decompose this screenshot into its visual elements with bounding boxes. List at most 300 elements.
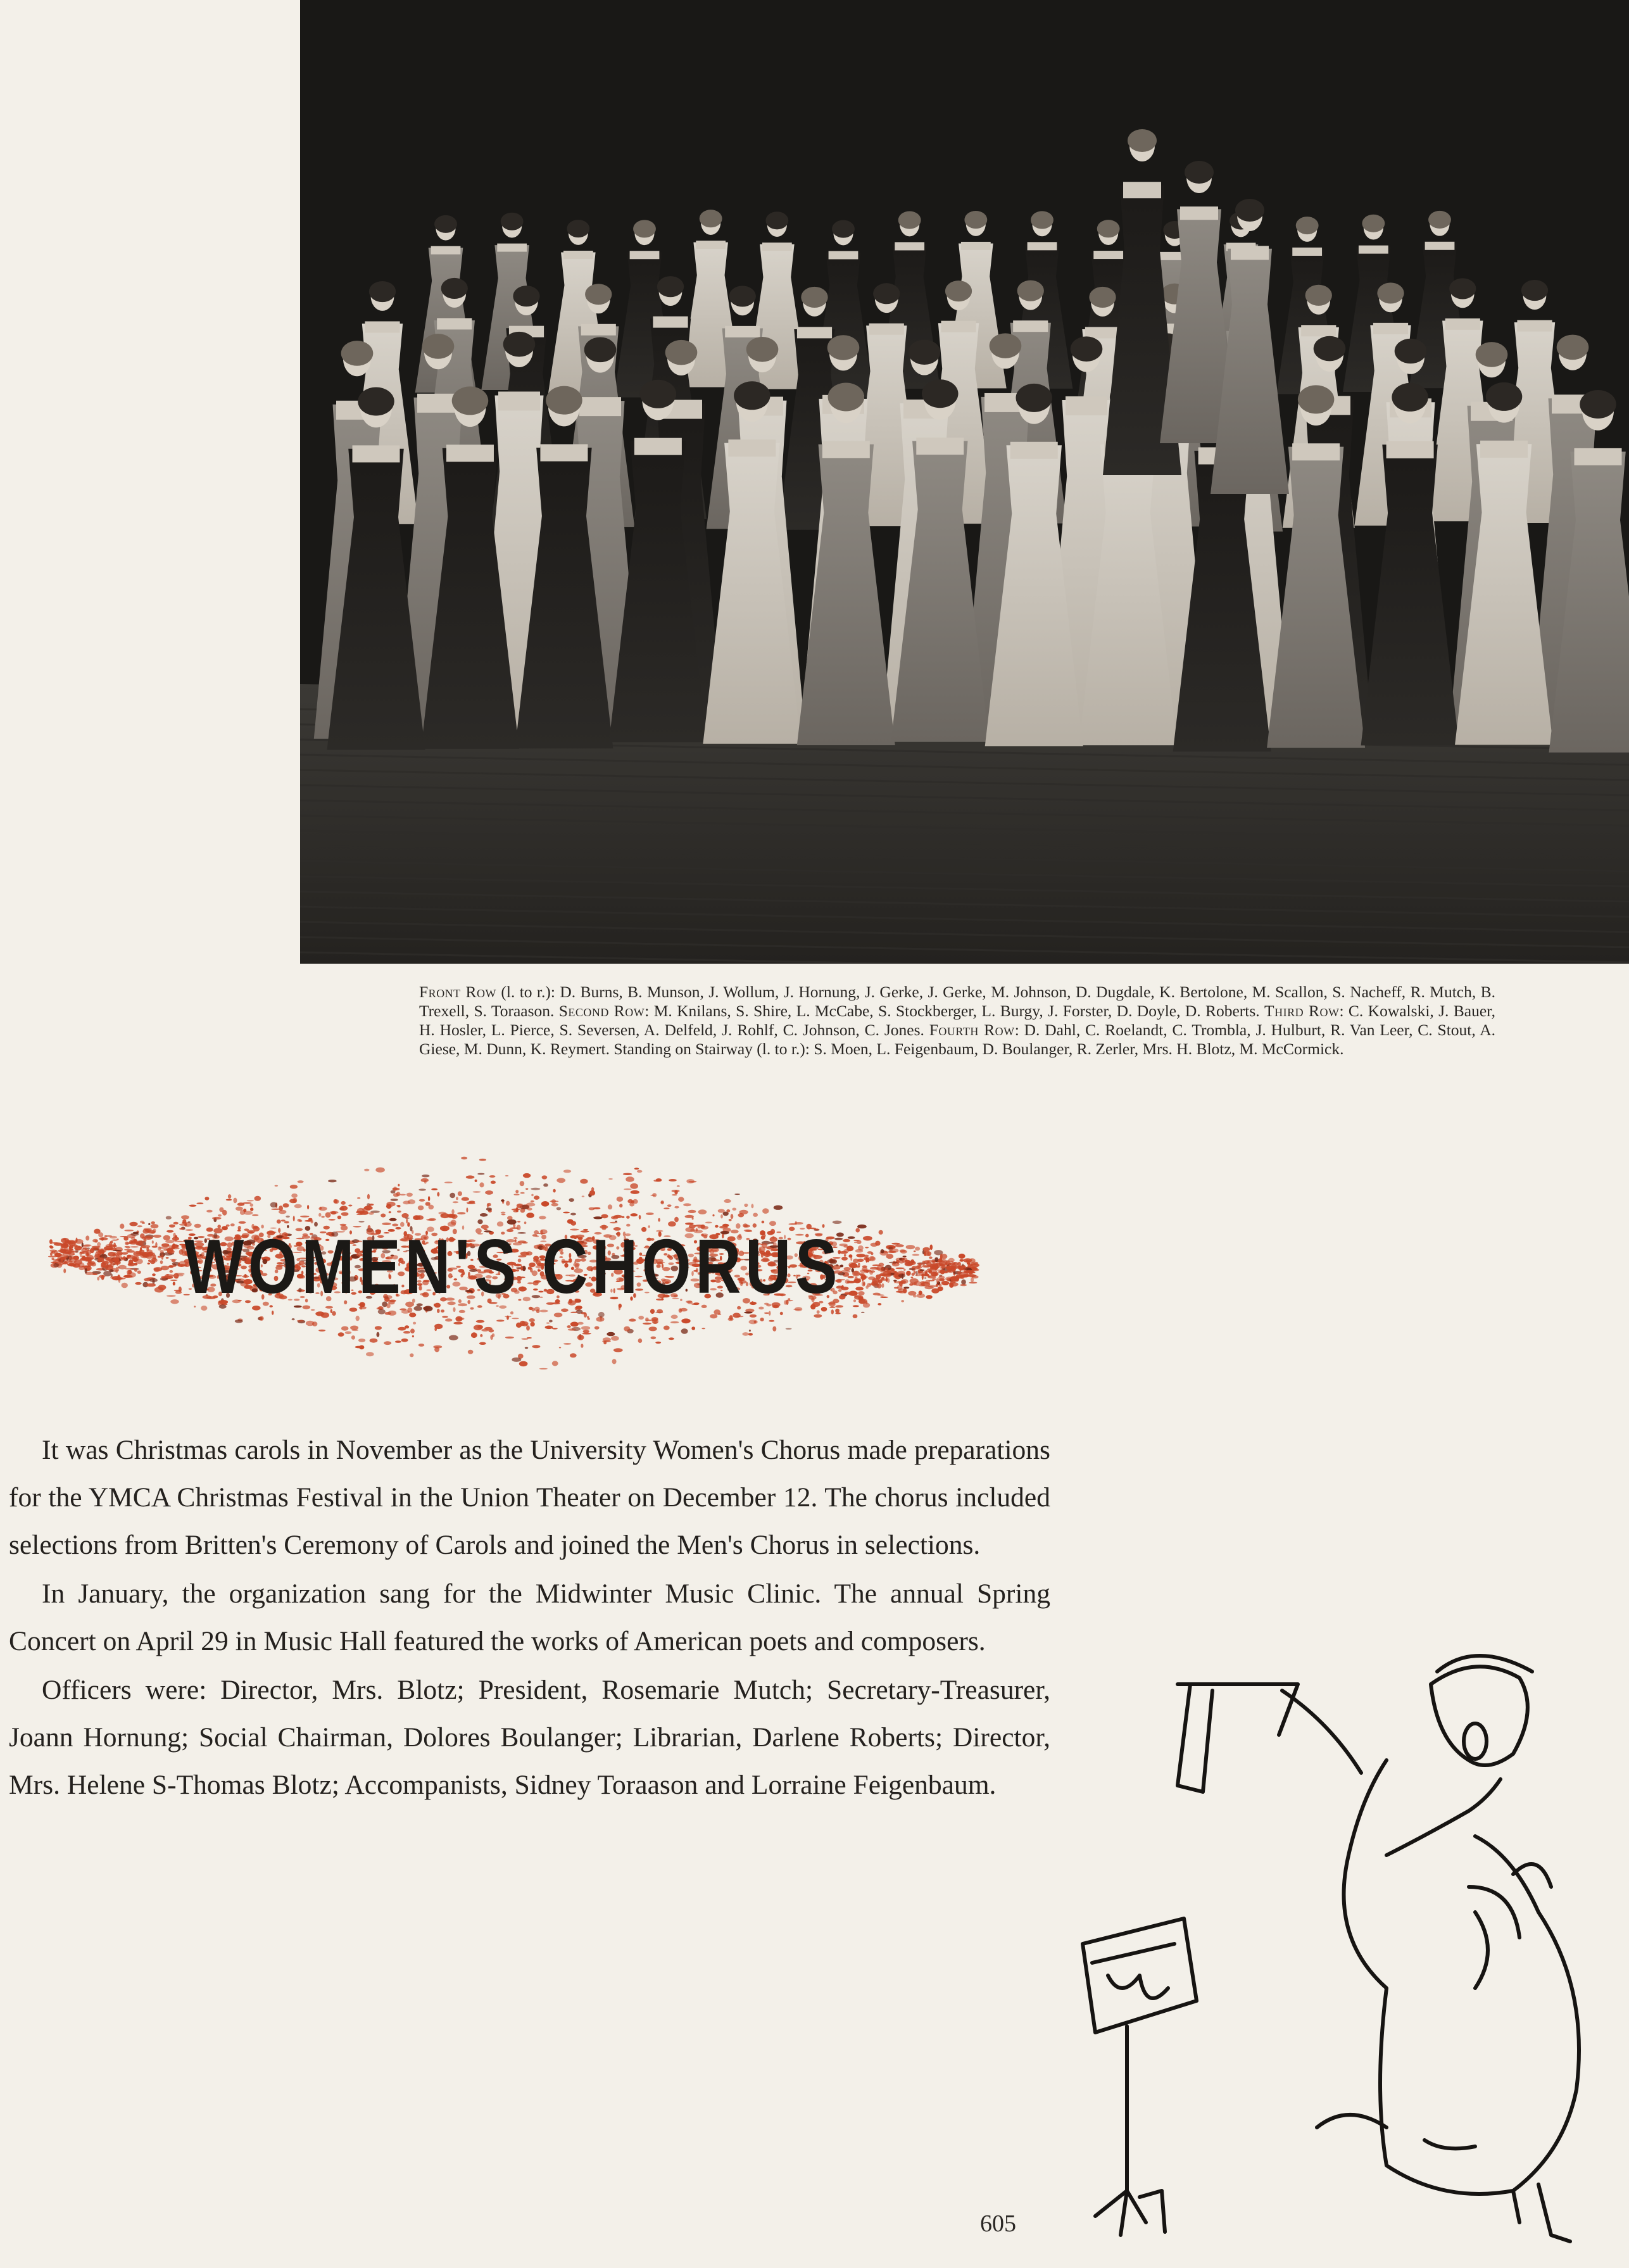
splatter-dot: [584, 1313, 587, 1318]
splatter-dot: [780, 1312, 783, 1315]
splatter-dot: [750, 1314, 757, 1318]
splatter-dot: [410, 1328, 415, 1333]
splatter-dot: [329, 1211, 338, 1214]
splatter-dot: [934, 1257, 938, 1262]
splatter-dot: [367, 1205, 371, 1206]
splatter-dot: [189, 1205, 196, 1207]
splatter-dot: [583, 1330, 589, 1333]
splatter-dot: [582, 1195, 584, 1197]
splatter-dot: [424, 1180, 427, 1184]
splatter-dot: [516, 1323, 522, 1328]
splatter-dot: [255, 1196, 261, 1201]
splatter-dot: [270, 1202, 277, 1208]
splatter-dot: [377, 1332, 380, 1337]
splatter-dot: [631, 1190, 639, 1194]
splatter-dot: [912, 1283, 917, 1286]
splatter-dot: [930, 1244, 933, 1250]
splatter-dot: [938, 1287, 943, 1292]
splatter-dot: [962, 1255, 964, 1258]
splatter-dot: [607, 1332, 615, 1337]
splatter-dot: [235, 1320, 243, 1323]
splatter-dot: [489, 1329, 494, 1333]
splatter-dot: [517, 1204, 522, 1209]
splatter-dot: [428, 1196, 430, 1201]
splatter-dot: [364, 1169, 369, 1171]
splatter-dot: [623, 1173, 632, 1175]
splatter-dot: [749, 1330, 751, 1332]
splatter-dot: [754, 1321, 757, 1323]
caption-second-row-label: Second Row: [558, 1002, 645, 1020]
splatter-dot: [726, 1209, 730, 1213]
caption-fourth-row-names: : D. Dahl, C. Roelandt, C. Trombla, J. Hulburt, R. Van Leer, C. Stout, A. Giese, M. Dunn, K. Reymert. Standing on Stairway (l. to r.): S. Moen, L. Feigenbaum, D. Boulanger, R. Zerler, Mrs. H. Blotz, M. McCormick.: [419, 1021, 1495, 1058]
splatter-dot: [252, 1214, 258, 1216]
splatter-dot: [362, 1207, 370, 1211]
splatter-dot: [111, 1239, 117, 1241]
splatter-dot: [971, 1262, 979, 1265]
splatter-dot: [422, 1175, 429, 1177]
splatter-dot: [674, 1190, 677, 1195]
splatter-dot: [275, 1185, 279, 1187]
splatter-dot: [297, 1320, 304, 1322]
splatter-dot: [563, 1169, 571, 1173]
splatter-dot: [674, 1206, 679, 1209]
splatter-dot: [960, 1284, 967, 1286]
splatter-dot: [429, 1205, 434, 1210]
splatter-dot: [320, 1207, 322, 1210]
splatter-dot: [506, 1201, 510, 1206]
splatter-dot: [772, 1326, 776, 1332]
splatter-dot: [582, 1333, 591, 1335]
splatter-dot: [961, 1280, 966, 1285]
splatter-dot: [589, 1207, 595, 1211]
splatter-dot: [99, 1275, 106, 1278]
splatter-dot: [512, 1209, 520, 1211]
splatter-dot: [461, 1157, 467, 1160]
splatter-dot: [552, 1361, 558, 1366]
splatter-dot: [570, 1312, 577, 1313]
splatter-dot: [385, 1312, 391, 1315]
splatter-dot: [927, 1252, 929, 1256]
splatter-dot: [946, 1260, 950, 1263]
splatter-dot: [486, 1207, 492, 1211]
splatter-dot: [375, 1326, 382, 1330]
splatter-dot: [401, 1339, 408, 1342]
splatter-dot: [915, 1275, 921, 1276]
splatter-dot: [64, 1261, 67, 1264]
splatter-dot: [550, 1200, 558, 1202]
splatter-dot: [445, 1318, 452, 1321]
splatter-dot: [553, 1189, 555, 1193]
splatter-dot: [557, 1178, 565, 1183]
splatter-dot: [631, 1200, 634, 1204]
splatter-dot: [290, 1185, 298, 1188]
splatter-dot: [57, 1254, 65, 1256]
splatter-dot: [492, 1333, 495, 1337]
splatter-dot: [444, 1181, 453, 1183]
splatter-dot: [63, 1248, 69, 1251]
splatter-dot: [674, 1217, 679, 1223]
splatter-dot: [441, 1213, 450, 1218]
splatter-dot: [962, 1264, 964, 1266]
splatter-dot: [109, 1242, 112, 1247]
splatter-dot: [334, 1199, 338, 1204]
splatter-dot: [733, 1313, 741, 1318]
splatter-dot: [507, 1216, 513, 1219]
splatter-dot: [332, 1311, 336, 1316]
splatter-dot: [914, 1271, 916, 1274]
splatter-dot: [732, 1208, 736, 1211]
splatter-dot: [646, 1213, 654, 1215]
splatter-dot: [358, 1339, 365, 1342]
splatter-dot: [534, 1195, 539, 1200]
splatter-dot: [52, 1242, 59, 1244]
splatter-dot: [286, 1216, 290, 1218]
splatter-dot: [491, 1181, 496, 1184]
splatter-dot: [476, 1320, 485, 1323]
splatter-dot: [603, 1337, 611, 1341]
paragraph: It was Christmas carols in November as the University Women's Chorus made preparations for the YMCA Christmas Festival in the Union Theater on December 12. The chorus included selections from Britten's Ceremony of Carols and joined the Men's Chorus in selections.: [9, 1435, 1050, 1560]
splatter-dot: [922, 1250, 924, 1254]
splatter-dot: [85, 1235, 89, 1240]
splatter-dot: [786, 1328, 792, 1329]
splatter-dot: [645, 1318, 649, 1321]
splatter-dot: [240, 1210, 245, 1215]
section-heading: [38, 1143, 988, 1383]
splatter-dot: [116, 1276, 122, 1281]
splatter-dot: [929, 1256, 933, 1259]
splatter-dot: [455, 1316, 462, 1322]
splatter-dot: [853, 1314, 858, 1318]
splatter-dot: [442, 1316, 448, 1318]
splatter-dot: [481, 1329, 489, 1332]
splatter-dot: [512, 1318, 519, 1319]
splatter-dot: [660, 1200, 664, 1204]
splatter-dot: [664, 1207, 669, 1209]
splatter-dot: [368, 1212, 374, 1214]
paragraph: Officers were: Director, Mrs. Blotz; President, Rosemarie Mutch; Secretary-Treasurer, Joann Hornung; Social Chairman, Dolores Boulanger; Librarian, Darlene Roberts; Director, Mrs. Helene S-Thomas Blotz; Accompanists, Sidney Toraason and Lorraine Feigenbaum.: [9, 1675, 1050, 1800]
splatter-dot: [652, 1319, 659, 1324]
splatter-dot: [744, 1311, 752, 1313]
splatter-dot: [567, 1325, 570, 1328]
splatter-dot: [532, 1345, 540, 1348]
splatter-dot: [468, 1350, 474, 1354]
splatter-dot: [97, 1242, 101, 1247]
splatter-dot: [453, 1201, 458, 1203]
splatter-dot: [79, 1266, 85, 1270]
splatter-dot: [80, 1256, 85, 1257]
splatter-dot: [739, 1210, 748, 1214]
splatter-dot: [924, 1273, 929, 1276]
splatter-dot: [580, 1179, 588, 1184]
splatter-dot: [396, 1192, 401, 1196]
splatter-dot: [408, 1199, 415, 1204]
splatter-dot: [554, 1313, 563, 1317]
splatter-dot: [348, 1205, 352, 1207]
splatter-dot: [351, 1329, 358, 1331]
splatter-dot: [101, 1237, 104, 1240]
splatter-dot: [318, 1213, 321, 1217]
splatter-dot: [529, 1318, 535, 1322]
splatter-dot: [669, 1179, 677, 1181]
splatter-dot: [671, 1314, 678, 1319]
splatter-dot: [926, 1295, 932, 1299]
splatter-dot: [569, 1198, 574, 1202]
splatter-dot: [594, 1326, 600, 1329]
splatter-dot: [341, 1201, 346, 1205]
splatter-dot: [903, 1287, 909, 1288]
splatter-dot: [501, 1199, 505, 1202]
splatter-dot: [643, 1323, 651, 1325]
splatter-dot: [97, 1257, 104, 1262]
splatter-dot: [946, 1266, 953, 1270]
splatter-dot: [962, 1274, 971, 1276]
splatter-dot: [291, 1194, 298, 1198]
splatter-dot: [293, 1216, 295, 1221]
splatter-dot: [386, 1204, 392, 1209]
splatter-dot: [453, 1322, 463, 1325]
splatter-dot: [753, 1213, 758, 1217]
splatter-dot: [691, 1326, 695, 1330]
splatter-dot: [480, 1213, 487, 1217]
splatter-dot: [457, 1212, 465, 1214]
splatter-dot: [552, 1328, 558, 1330]
splatter-dot: [760, 1318, 764, 1321]
splatter-dot: [340, 1206, 348, 1211]
splatter-dot: [97, 1277, 99, 1281]
splatter-dot: [247, 1200, 254, 1201]
splatter-dot: [960, 1259, 964, 1261]
splatter-dot: [903, 1269, 906, 1271]
splatter-dot: [588, 1318, 590, 1320]
splatter-dot: [271, 1209, 280, 1210]
splatter-dot: [598, 1312, 605, 1318]
splatter-dot: [318, 1330, 325, 1332]
splatter-dot: [568, 1328, 576, 1330]
splatter-dot: [908, 1291, 916, 1295]
splatter-dot: [970, 1270, 974, 1272]
splatter-dot: [281, 1219, 286, 1221]
splatter-dot: [398, 1327, 406, 1331]
splatter-dot: [949, 1283, 953, 1288]
splatter-dot: [931, 1265, 939, 1270]
splatter-dot: [51, 1257, 54, 1260]
splatter-dot: [629, 1319, 636, 1322]
splatter-dot: [181, 1215, 189, 1219]
splatter-dot: [399, 1194, 406, 1196]
splatter-dot: [63, 1256, 68, 1259]
splatter-dot: [112, 1256, 117, 1262]
splatter-dot: [762, 1208, 769, 1214]
splatter-dot: [651, 1337, 657, 1340]
splatter-dot: [519, 1361, 528, 1366]
splatter-dot: [608, 1178, 613, 1180]
splatter-dot: [940, 1263, 943, 1267]
splatter-dot: [689, 1181, 697, 1182]
splatter-dot: [613, 1348, 623, 1352]
splatter-dot: [678, 1197, 684, 1202]
splatter-dot: [398, 1205, 401, 1207]
splatter-dot: [226, 1199, 232, 1201]
splatter-dot: [405, 1325, 409, 1328]
splatter-dot: [522, 1321, 529, 1326]
splatter-dot: [969, 1282, 977, 1284]
splatter-dot: [769, 1320, 774, 1322]
splatter-dot: [581, 1326, 590, 1330]
splatter-dot: [545, 1326, 553, 1330]
splatter-dot: [608, 1204, 612, 1209]
splatter-dot: [656, 1178, 662, 1181]
splatter-dot: [391, 1199, 398, 1201]
splatter-dot: [577, 1335, 584, 1340]
splatter-dot: [626, 1176, 634, 1181]
splatter-dot: [543, 1183, 548, 1187]
splatter-dot: [115, 1269, 118, 1273]
splatter-dot: [434, 1327, 437, 1331]
splatter-dot: [279, 1210, 286, 1214]
splatter-dot: [375, 1168, 385, 1173]
splatter-dot: [506, 1316, 509, 1320]
splatter-dot: [658, 1218, 660, 1222]
splatter-dot: [570, 1353, 577, 1358]
group-photo-icon: [300, 0, 1629, 964]
splatter-dot: [237, 1202, 245, 1206]
splatter-dot: [283, 1203, 289, 1207]
splatter-dot: [451, 1214, 457, 1219]
splatter-dot: [612, 1359, 617, 1364]
splatter-dot: [79, 1252, 82, 1256]
splatter-dot: [397, 1211, 401, 1213]
splatter-dot: [73, 1244, 78, 1247]
splatter-dot: [613, 1215, 622, 1218]
splatter-dot: [941, 1281, 949, 1285]
splatter-dot: [734, 1194, 740, 1195]
splatter-dot: [950, 1276, 959, 1281]
splatter-dot: [315, 1311, 324, 1316]
splatter-dot: [731, 1214, 734, 1219]
splatter-dot: [466, 1207, 468, 1213]
splatter-dot: [338, 1332, 344, 1337]
splatter-dot: [469, 1200, 475, 1203]
splatter-dot: [964, 1265, 965, 1270]
splatter-dot: [512, 1358, 521, 1362]
splatter-dot: [449, 1335, 458, 1340]
splatter-dot: [664, 1326, 670, 1330]
article-body: [9, 1427, 1050, 1810]
splatter-dot: [116, 1260, 118, 1266]
splatter-dot: [300, 1216, 309, 1218]
splatter-dot: [466, 1175, 475, 1178]
splatter-dot: [106, 1248, 113, 1250]
splatter-dot: [774, 1206, 783, 1210]
splatter-dot: [250, 1204, 254, 1207]
splatter-dot: [73, 1254, 75, 1255]
splatter-dot: [473, 1191, 481, 1192]
splatter-dot: [938, 1276, 945, 1280]
splatter-dot: [751, 1204, 753, 1208]
splatter-dot: [742, 1332, 749, 1336]
splatter-dot: [559, 1347, 561, 1348]
splatter-dot: [769, 1311, 770, 1315]
photo-caption: [419, 983, 1495, 1059]
splatter-dot: [119, 1256, 122, 1258]
splatter-dot: [63, 1268, 66, 1273]
splatter-dot: [546, 1322, 550, 1323]
splatter-dot: [911, 1276, 914, 1278]
splatter-dot: [272, 1311, 274, 1315]
splatter-dot: [611, 1336, 619, 1341]
splatter-dot: [957, 1262, 961, 1267]
splatter-dot: [688, 1210, 696, 1213]
splatter-dot: [510, 1311, 513, 1314]
splatter-dot: [922, 1261, 925, 1266]
splatter-dot: [928, 1285, 936, 1288]
splatter-dot: [814, 1314, 822, 1318]
splatter-dot: [431, 1188, 437, 1190]
splatter-dot: [655, 1342, 661, 1344]
splatter-dot: [366, 1352, 374, 1356]
splatter-dot: [551, 1203, 558, 1207]
splatter-dot: [683, 1203, 691, 1206]
splatter-dot: [398, 1184, 399, 1187]
splatter-dot: [520, 1192, 525, 1194]
splatter-dot: [389, 1211, 391, 1213]
splatter-dot: [513, 1194, 519, 1195]
splatter-dot: [329, 1219, 336, 1220]
caption-front-row-label: Front Row: [419, 983, 497, 1001]
splatter-dot: [936, 1278, 940, 1283]
splatter-dot: [204, 1197, 209, 1200]
splatter-dot: [85, 1257, 89, 1261]
splatter-dot: [672, 1194, 677, 1196]
splatter-dot: [557, 1207, 561, 1210]
splatter-dot: [434, 1347, 439, 1352]
splatter-dot: [701, 1328, 705, 1329]
splatter-dot: [97, 1254, 101, 1256]
splatter-dot: [526, 1213, 534, 1218]
splatter-dot: [728, 1318, 734, 1321]
splatter-dot: [907, 1273, 910, 1275]
splatter-dot: [110, 1276, 114, 1279]
splatter-dot: [401, 1213, 408, 1218]
splatter-dot: [458, 1191, 462, 1196]
splatter-dot: [479, 1159, 486, 1161]
splatter-dot: [429, 1218, 437, 1221]
splatter-dot: [419, 1199, 425, 1202]
splatter-dot: [971, 1278, 974, 1283]
splatter-dot: [451, 1209, 454, 1214]
splatter-dot: [922, 1275, 924, 1280]
splatter-dot: [634, 1168, 639, 1169]
splatter-dot: [681, 1318, 690, 1323]
splatter-dot: [418, 1344, 425, 1347]
splatter-dot: [724, 1199, 731, 1203]
splatter-dot: [73, 1256, 79, 1260]
singer-sketch-icon: [1032, 1646, 1602, 2248]
splatter-dot: [915, 1247, 920, 1251]
splatter-dot: [542, 1175, 548, 1179]
splatter-dot: [462, 1197, 469, 1201]
splatter-dot: [406, 1193, 413, 1197]
splatter-dot: [764, 1313, 769, 1314]
splatter-dot: [940, 1259, 947, 1263]
splatter-dot: [531, 1188, 540, 1190]
splatter-dot: [928, 1269, 932, 1273]
splatter-dot: [950, 1261, 953, 1263]
splatter-dot: [549, 1320, 553, 1323]
splatter-dot: [710, 1314, 717, 1318]
splatter-dot: [381, 1214, 386, 1218]
splatter-dot: [294, 1204, 302, 1209]
